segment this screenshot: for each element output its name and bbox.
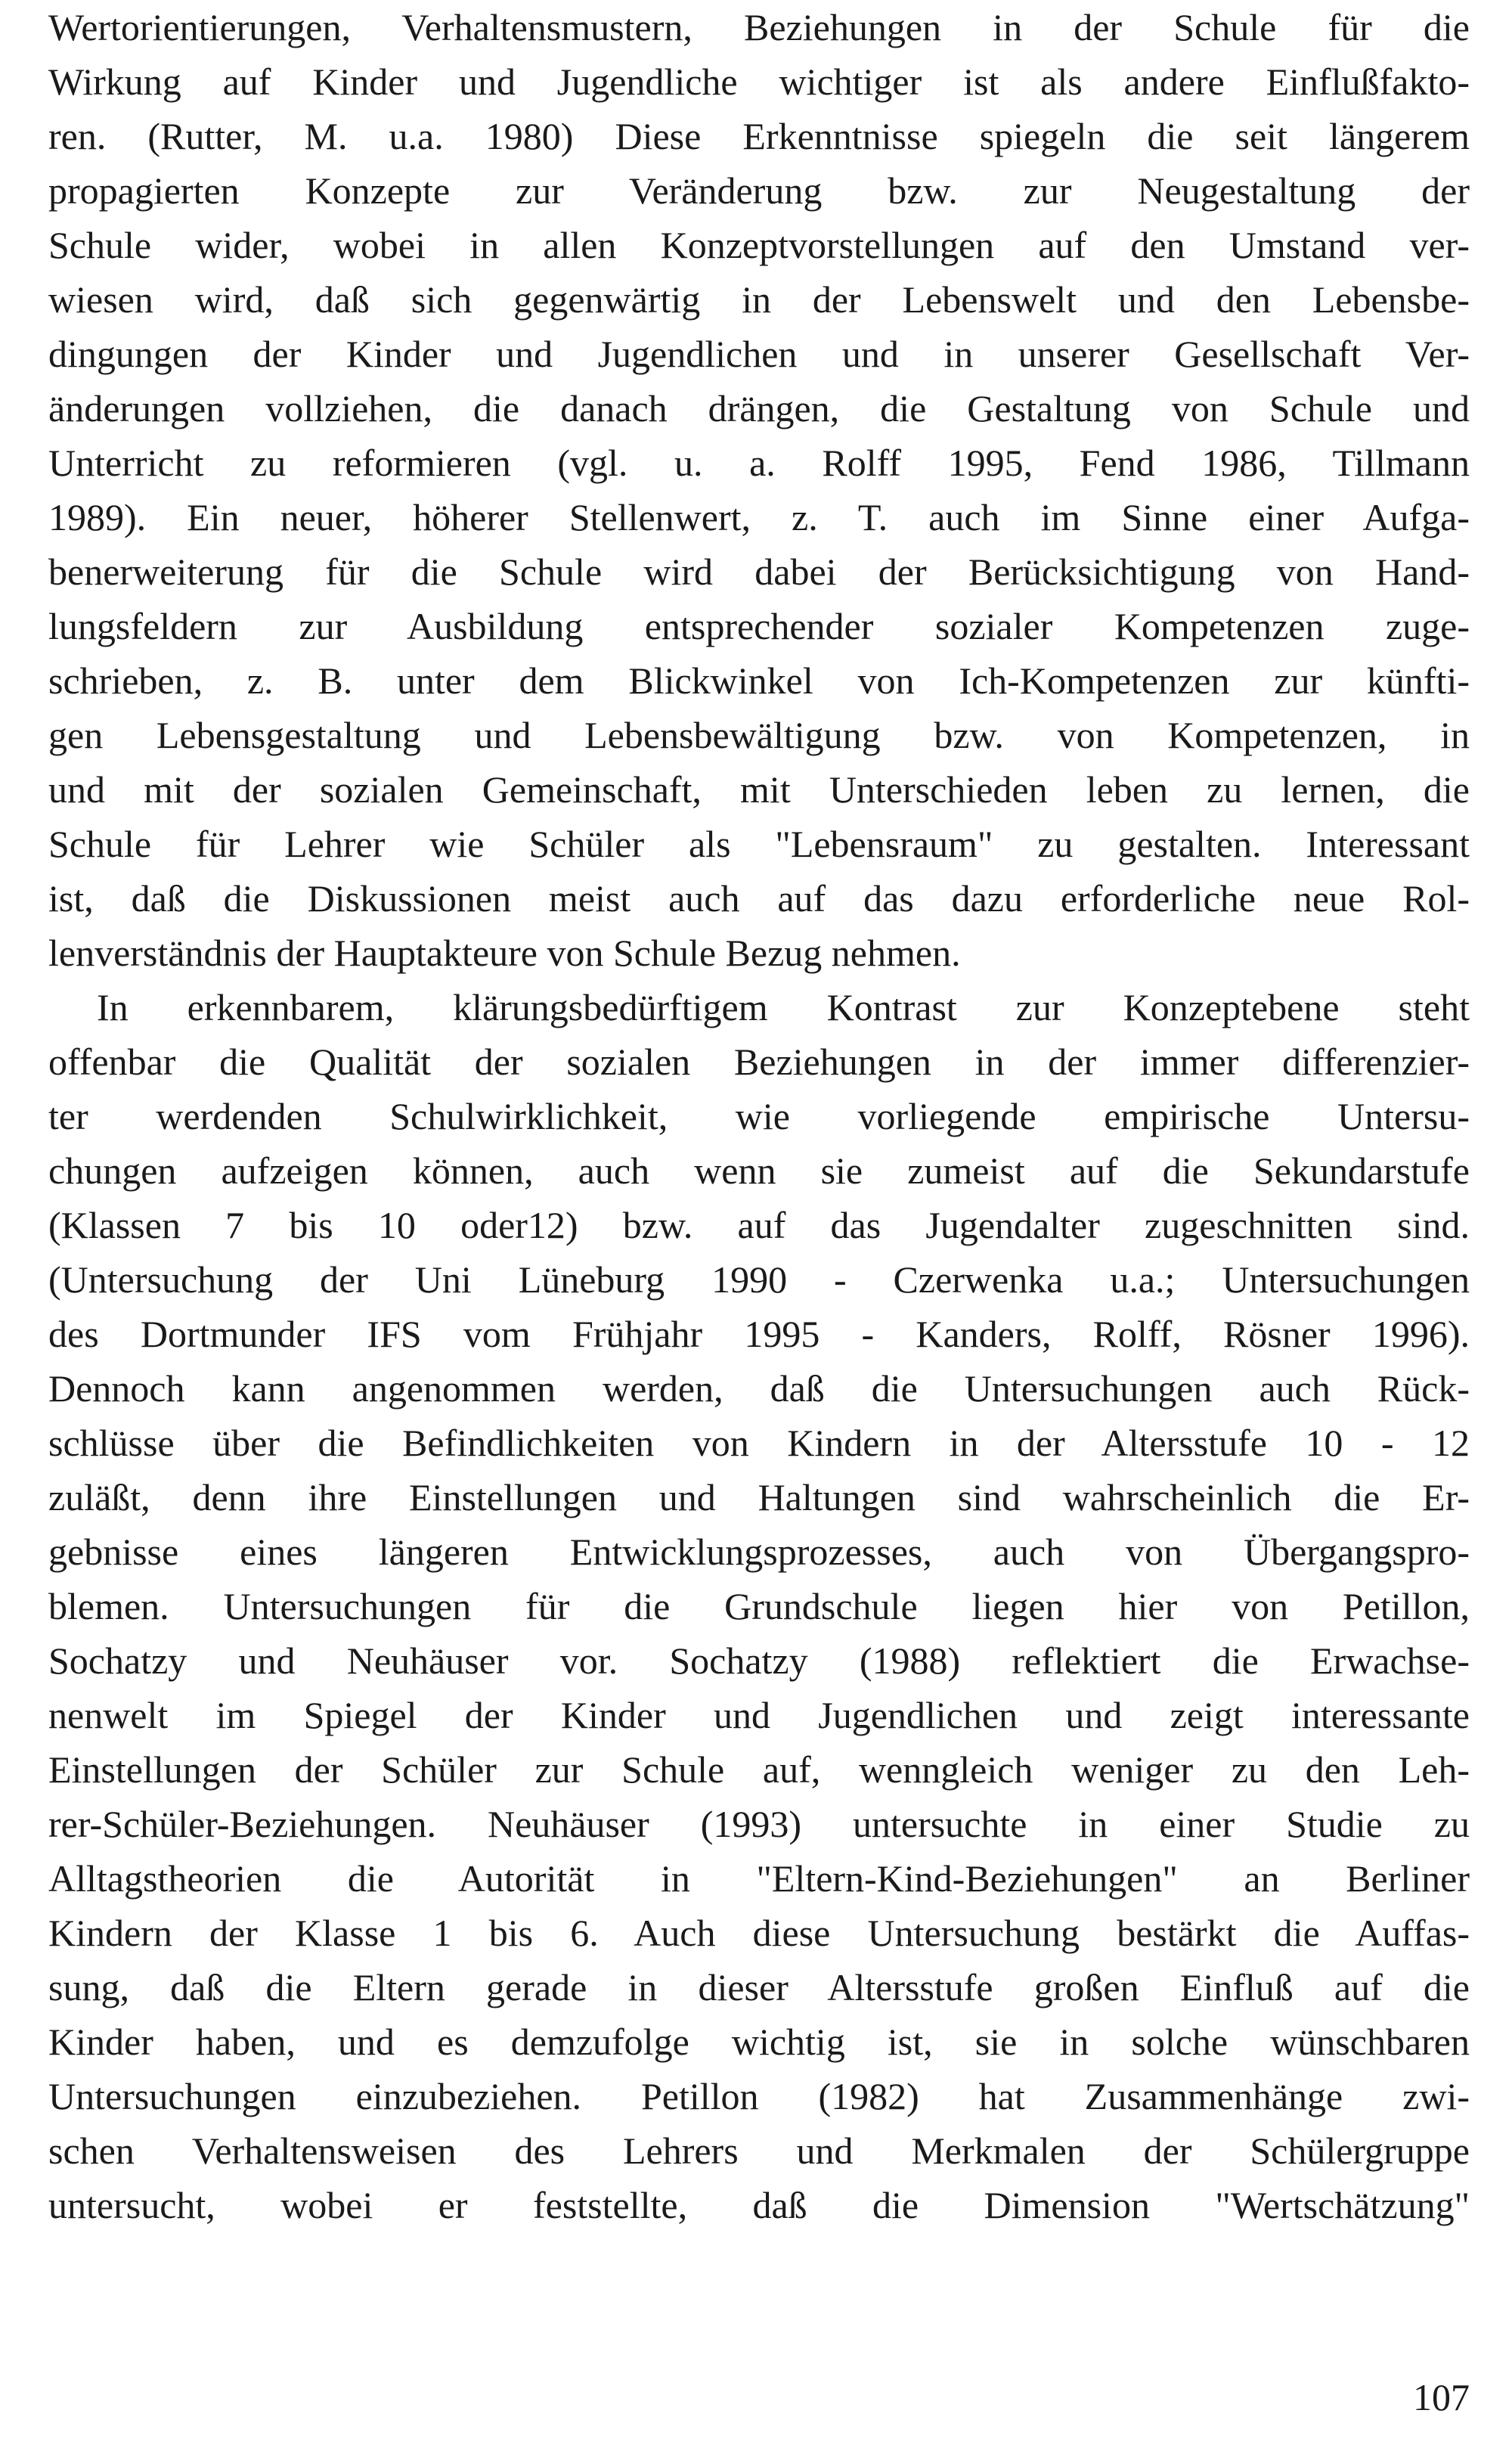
text-line: Einstellungen der Schüler zur Schule auf, wenngleich weniger zu den Leh-	[48, 1748, 1470, 1791]
text-line: wiesen wird, daß sich gegenwärtig in der Lebenswelt und den Lebensbe-	[48, 278, 1470, 321]
text-line: benerweiterung für die Schule wird dabei der Berücksichtigung von Hand-	[48, 551, 1470, 593]
text-line: und mit der sozialen Gemeinschaft, mit Unterschieden leben zu lernen, die	[48, 768, 1470, 811]
text-line: chungen aufzeigen können, auch wenn sie zumeist auf die Sekundarstufe	[48, 1149, 1470, 1192]
text-line: Wirkung auf Kinder und Jugendliche wichtiger ist als andere Einflußfakto-	[48, 60, 1470, 103]
text-line: zuläßt, denn ihre Einstellungen und Haltungen sind wahrscheinlich die Er-	[48, 1476, 1470, 1518]
text-line: Kindern der Klasse 1 bis 6. Auch diese Untersuchung bestärkt die Auffas-	[48, 1912, 1470, 1954]
text-line: propagierten Konzepte zur Veränderung bzw. zur Neugestaltung der	[48, 169, 1470, 212]
text-line: schlüsse über die Befindlichkeiten von Kindern in der Altersstufe 10 - 12	[48, 1422, 1470, 1464]
text-line: ren. (Rutter, M. u.a. 1980) Diese Erkenntnisse spiegeln die seit längerem	[48, 115, 1470, 157]
text-line: 1989). Ein neuer, höherer Stellenwert, z. T. auch im Sinne einer Aufga-	[48, 496, 1470, 538]
text-line: Wertorientierungen, Verhaltensmustern, Beziehungen in der Schule für die	[48, 6, 1470, 48]
text-line: sung, daß die Eltern gerade in dieser Altersstufe großen Einfluß auf die	[48, 1966, 1470, 2008]
text-line: Alltagstheorien die Autorität in "Eltern-Kind-Beziehungen" an Berliner	[48, 1857, 1470, 1900]
text-line: Schule wider, wobei in allen Konzeptvorstellungen auf den Umstand ver-	[48, 224, 1470, 266]
text-line: schen Verhaltensweisen des Lehrers und Merkmalen der Schülergruppe	[48, 2129, 1470, 2172]
text-line: änderungen vollziehen, die danach drängen, die Gestaltung von Schule und	[48, 387, 1470, 430]
text-line: dingungen der Kinder und Jugendlichen und in unserer Gesellschaft Ver-	[48, 333, 1470, 375]
text-line: rer-Schüler-Beziehungen. Neuhäuser (1993) untersuchte in einer Studie zu	[48, 1803, 1470, 1845]
text-line: gebnisse eines längeren Entwicklungsprozesses, auch von Übergangspro-	[48, 1531, 1470, 1573]
text-line: blemen. Untersuchungen für die Grundschule liegen hier von Petillon,	[48, 1585, 1470, 1627]
text-line: Unterricht zu reformieren (vgl. u. a. Rolff 1995, Fend 1986, Tillmann	[48, 442, 1470, 484]
text-line: gen Lebensgestaltung und Lebensbewältigung bzw. von Kompetenzen, in	[48, 714, 1470, 756]
text-line: (Klassen 7 bis 10 oder12) bzw. auf das Jugendalter zugeschnitten sind.	[48, 1204, 1470, 1246]
page-number: 107	[1413, 2376, 1470, 2418]
text-line: Schule für Lehrer wie Schüler als "Lebensraum" zu gestalten. Interessant	[48, 823, 1470, 865]
text-line: (Untersuchung der Uni Lüneburg 1990 - Czerwenka u.a.; Untersuchungen	[48, 1258, 1470, 1301]
text-line: des Dortmunder IFS vom Frühjahr 1995 - Kanders, Rolff, Rösner 1996).	[48, 1313, 1470, 1355]
text-line: ter werdenden Schulwirklichkeit, wie vorliegende empirische Untersu-	[48, 1095, 1470, 1137]
paragraph-start-line: In erkennbarem, klärungsbedürftigem Kontrast zur Konzeptebene steht	[97, 986, 1470, 1028]
text-line: Sochatzy und Neuhäuser vor. Sochatzy (1988) reflektiert die Erwachse-	[48, 1639, 1470, 1682]
text-line: offenbar die Qualität der sozialen Beziehungen in der immer differenzier-	[48, 1041, 1470, 1083]
text-line: Kinder haben, und es demzufolge wichtig ist, sie in solche wünschbaren	[48, 2021, 1470, 2063]
text-line: ist, daß die Diskussionen meist auch auf das dazu erforderliche neue Rol-	[48, 877, 1470, 920]
text-line: untersucht, wobei er feststellte, daß die Dimension "Wertschätzung"	[48, 2184, 1470, 2226]
text-line: Untersuchungen einzubeziehen. Petillon (1982) hat Zusammenhänge zwi-	[48, 2075, 1470, 2117]
text-line: schrieben, z. B. unter dem Blickwinkel von Ich-Kompetenzen zur künfti-	[48, 659, 1470, 702]
text-line: lungsfeldern zur Ausbildung entsprechender sozialer Kompetenzen zuge-	[48, 605, 1470, 647]
text-line: nenwelt im Spiegel der Kinder und Jugendlichen und zeigt interessante	[48, 1694, 1470, 1736]
paragraph-end-line: lenverständnis der Hauptakteure von Schule Bezug nehmen.	[48, 932, 961, 974]
text-line: Dennoch kann angenommen werden, daß die Untersuchungen auch Rück-	[48, 1367, 1470, 1410]
